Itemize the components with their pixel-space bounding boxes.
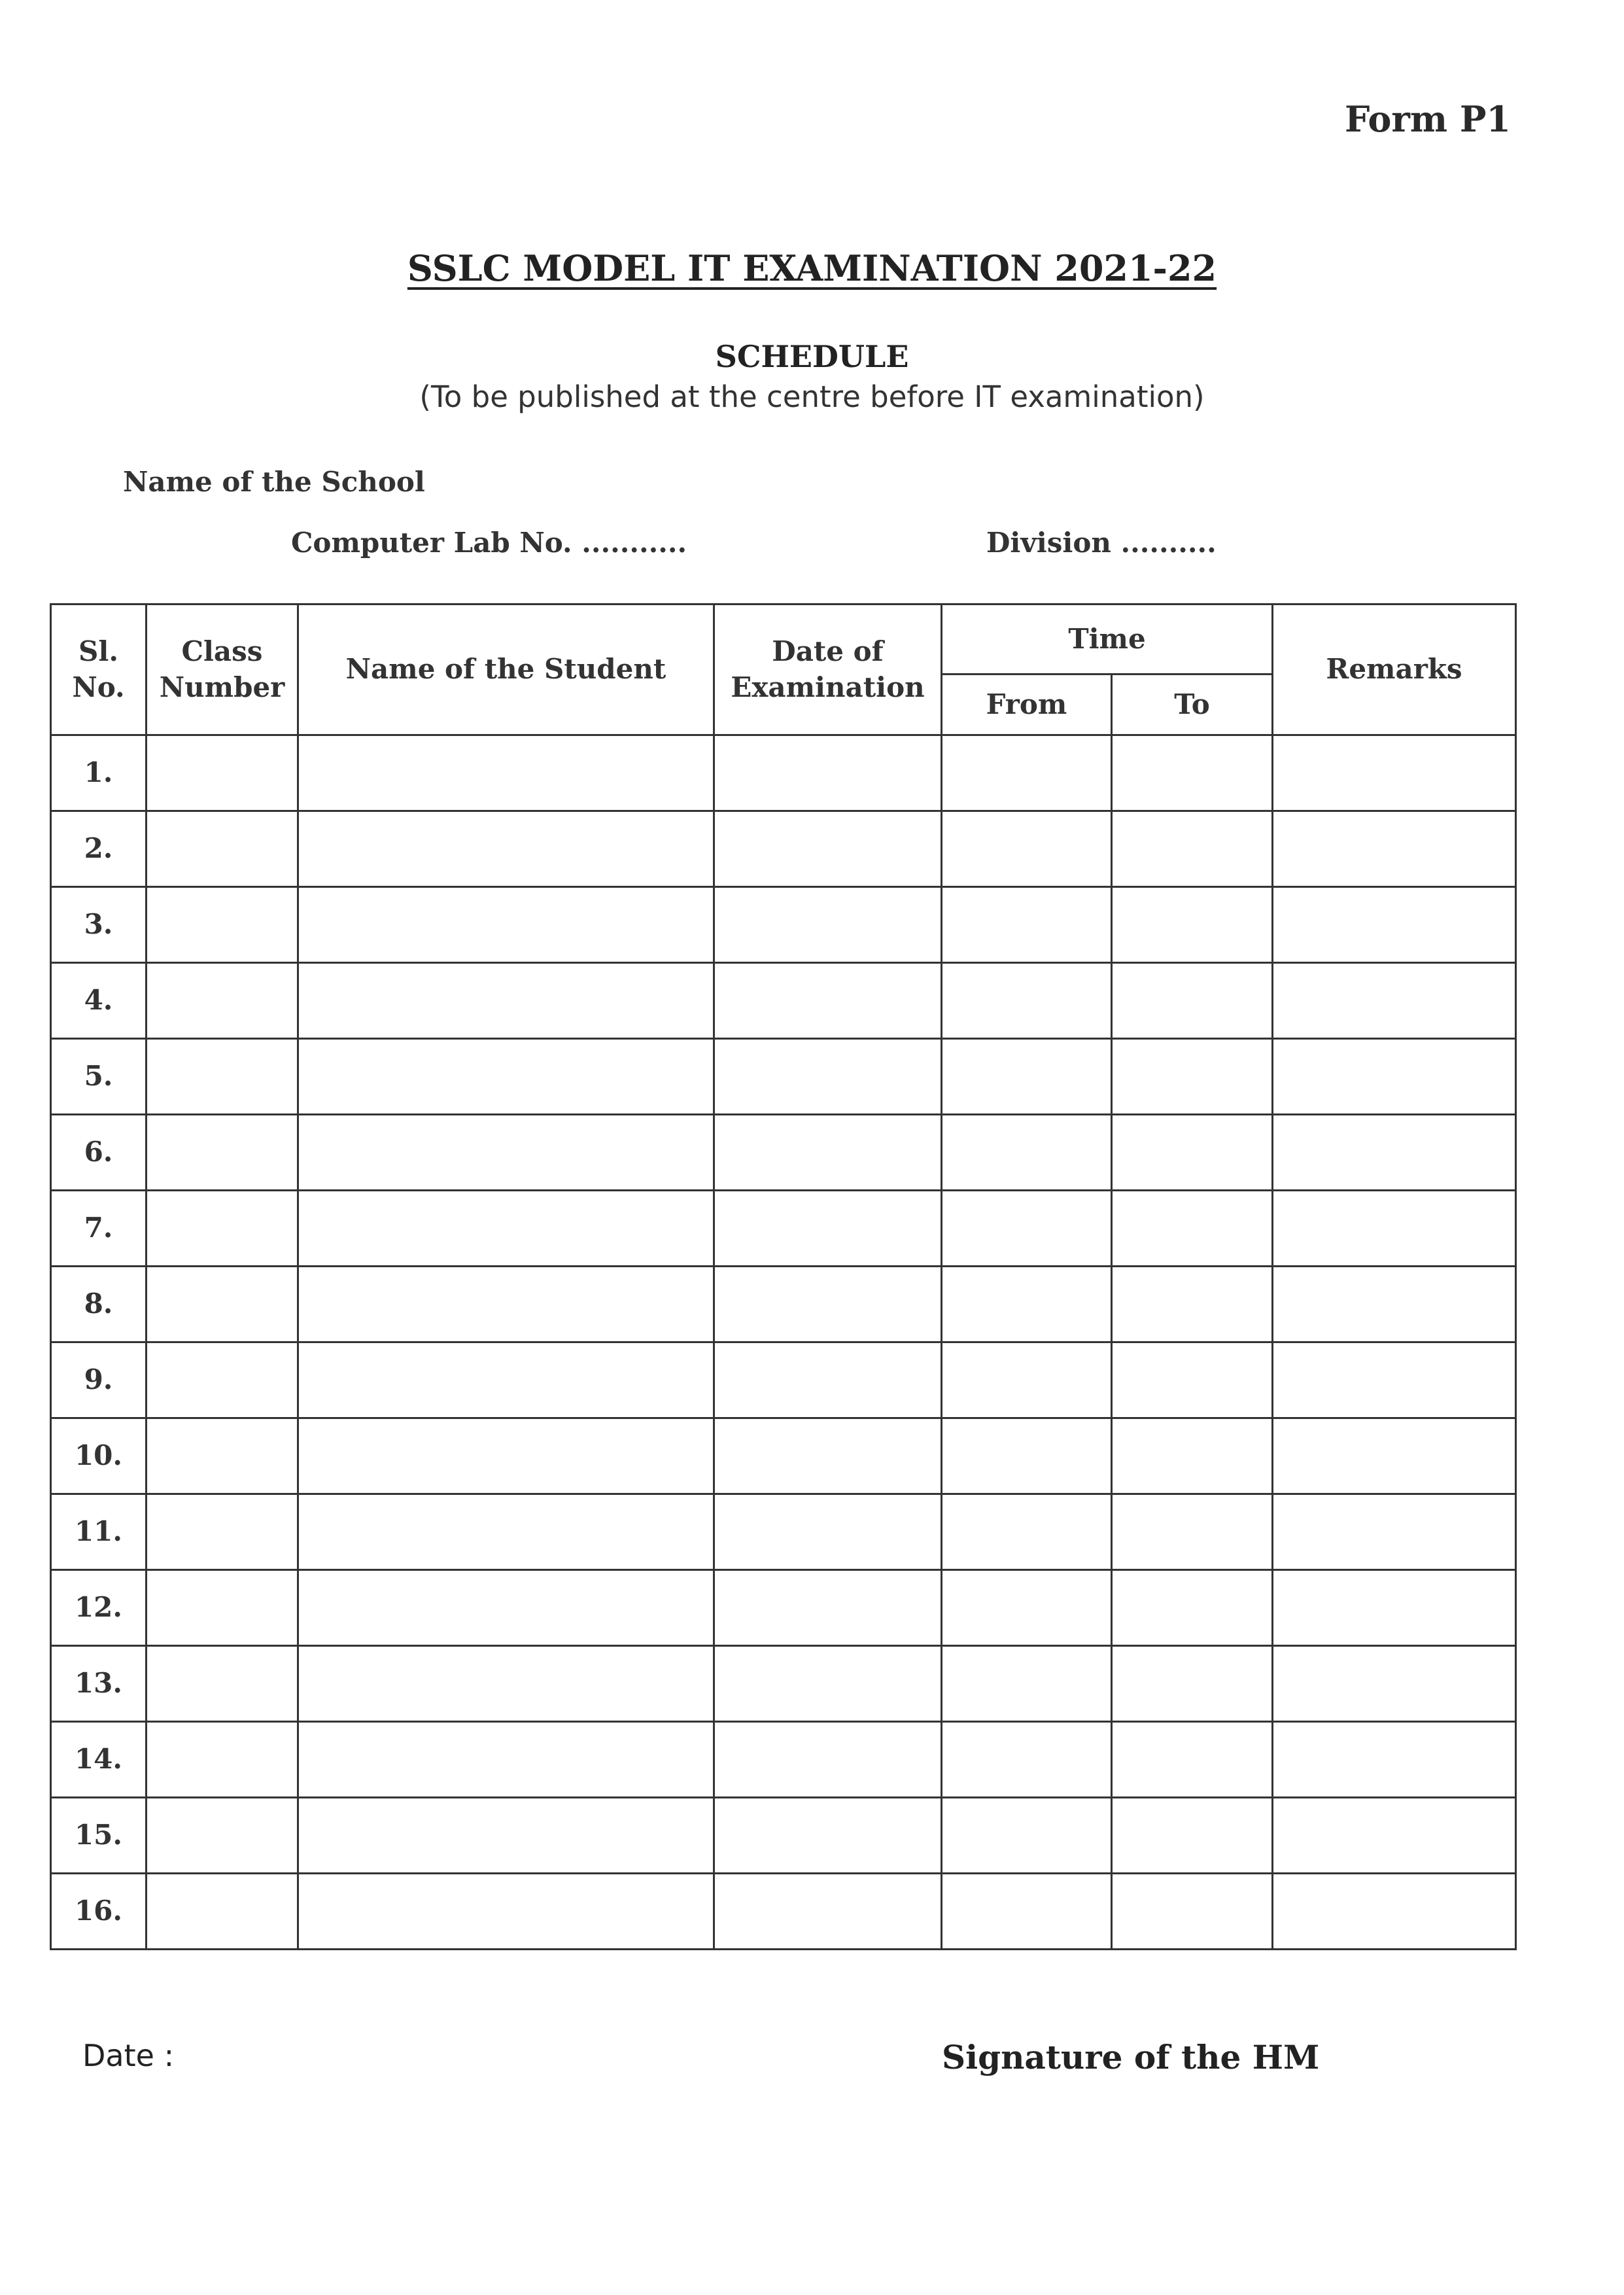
remarks-cell[interactable]	[1273, 1570, 1516, 1646]
sl-no-cell: 16.	[51, 1874, 147, 1950]
time-from-cell[interactable]	[942, 1874, 1112, 1950]
header-class-number-line-2: Number	[159, 671, 285, 703]
time-from-cell[interactable]	[942, 1646, 1112, 1722]
sl-no-cell: 6.	[51, 1115, 147, 1191]
class-number-cell[interactable]	[147, 1342, 298, 1418]
time-from-cell[interactable]	[942, 1115, 1112, 1191]
title-text: SSLC MODEL IT EXAMINATION 2021-22	[407, 247, 1217, 289]
sl-no-cell: 12.	[51, 1570, 147, 1646]
sl-no-cell: 1.	[51, 735, 147, 811]
exam-date-cell[interactable]	[714, 735, 942, 811]
header-class-number-line-1: Class	[181, 635, 263, 667]
time-to-cell[interactable]	[1112, 811, 1273, 887]
table-row	[51, 1267, 1516, 1342]
table-row	[51, 735, 1516, 811]
remarks-cell[interactable]	[1273, 1039, 1516, 1115]
exam-date-cell[interactable]	[714, 963, 942, 1039]
time-to-cell[interactable]	[1112, 1646, 1273, 1722]
remarks-cell[interactable]	[1273, 887, 1516, 963]
remarks-cell[interactable]	[1273, 735, 1516, 811]
student-name-cell[interactable]	[298, 1722, 714, 1798]
table-row	[51, 887, 1516, 963]
exam-date-cell[interactable]	[714, 1267, 942, 1342]
class-number-cell[interactable]	[147, 1646, 298, 1722]
time-from-cell[interactable]	[942, 1494, 1112, 1570]
header-remarks: Remarks	[1273, 604, 1516, 735]
student-name-cell[interactable]	[298, 1570, 714, 1646]
header-time: Time	[942, 604, 1273, 674]
sl-no-cell: 14.	[51, 1722, 147, 1798]
sl-no-cell: 4.	[51, 963, 147, 1039]
hm-signature-label: Signature of the HM	[942, 2038, 1320, 2076]
exam-date-cell[interactable]	[714, 1798, 942, 1874]
time-from-cell[interactable]	[942, 887, 1112, 963]
table-row	[51, 1494, 1516, 1570]
time-to-cell[interactable]	[1112, 1494, 1273, 1570]
exam-date-cell[interactable]	[714, 1039, 942, 1115]
sl-no-cell: 3.	[51, 887, 147, 963]
table-row	[51, 1722, 1516, 1798]
time-to-cell[interactable]	[1112, 1267, 1273, 1342]
exam-date-cell[interactable]	[714, 887, 942, 963]
remarks-cell[interactable]	[1273, 811, 1516, 887]
publication-note: (To be published at the centre before IT examination)	[419, 379, 1205, 414]
time-from-cell[interactable]	[942, 1418, 1112, 1494]
time-from-cell[interactable]	[942, 735, 1112, 811]
student-name-cell[interactable]	[298, 1874, 714, 1950]
table-row	[51, 1646, 1516, 1722]
class-number-cell[interactable]	[147, 1874, 298, 1950]
sl-no-cell: 11.	[51, 1494, 147, 1570]
student-name-cell[interactable]	[298, 1267, 714, 1342]
header-row	[51, 604, 1516, 674]
schedule-table	[50, 603, 1517, 1950]
sl-no-cell: 10.	[51, 1418, 147, 1494]
schedule-body	[51, 735, 1516, 1950]
class-number-cell[interactable]	[147, 1798, 298, 1874]
remarks-cell[interactable]	[1273, 1115, 1516, 1191]
header-sl-no-line-1: Sl.	[78, 635, 118, 667]
table-row	[51, 1115, 1516, 1191]
time-to-cell[interactable]	[1112, 735, 1273, 811]
table-row	[51, 1191, 1516, 1267]
document-subtitle: SCHEDULE	[715, 339, 909, 374]
table-row	[51, 1418, 1516, 1494]
exam-date-cell[interactable]	[714, 1874, 942, 1950]
class-number-cell[interactable]	[147, 811, 298, 887]
header-class-number	[147, 604, 298, 735]
remarks-cell[interactable]	[1273, 1494, 1516, 1570]
time-to-cell[interactable]	[1112, 963, 1273, 1039]
time-from-cell[interactable]	[942, 1039, 1112, 1115]
sl-no-cell: 2.	[51, 811, 147, 887]
student-name-cell[interactable]	[298, 1418, 714, 1494]
header-exam-date-line-2: Examination	[731, 671, 925, 703]
computer-lab-field: Computer Lab No. ...........	[291, 527, 687, 559]
student-name-cell[interactable]	[298, 1115, 714, 1191]
time-to-cell[interactable]	[1112, 1039, 1273, 1115]
time-to-cell[interactable]	[1112, 1722, 1273, 1798]
student-name-cell[interactable]	[298, 1191, 714, 1267]
exam-date-cell[interactable]	[714, 1115, 942, 1191]
student-name-cell[interactable]	[298, 735, 714, 811]
student-name-cell[interactable]	[298, 963, 714, 1039]
form-id: Form P1	[1345, 98, 1511, 140]
exam-date-cell[interactable]	[714, 1570, 942, 1646]
table-row	[51, 811, 1516, 887]
table-row	[51, 1570, 1516, 1646]
remarks-cell[interactable]	[1273, 1874, 1516, 1950]
class-number-cell[interactable]	[147, 1267, 298, 1342]
time-from-cell[interactable]	[942, 1191, 1112, 1267]
exam-date-cell[interactable]	[714, 1646, 942, 1722]
remarks-cell[interactable]	[1273, 1646, 1516, 1722]
student-name-cell[interactable]	[298, 887, 714, 963]
exam-date-cell[interactable]	[714, 1342, 942, 1418]
sl-no-cell: 7.	[51, 1191, 147, 1267]
time-from-cell[interactable]	[942, 1342, 1112, 1418]
time-to-cell[interactable]	[1112, 1191, 1273, 1267]
time-to-cell[interactable]	[1112, 1874, 1273, 1950]
table-row	[51, 1039, 1516, 1115]
class-number-cell[interactable]	[147, 735, 298, 811]
sl-no-cell: 9.	[51, 1342, 147, 1418]
sl-no-cell: 5.	[51, 1039, 147, 1115]
remarks-cell[interactable]	[1273, 1191, 1516, 1267]
remarks-cell[interactable]	[1273, 1798, 1516, 1874]
sl-no-cell: 13.	[51, 1646, 147, 1722]
sl-no-cell: 8.	[51, 1267, 147, 1342]
time-to-cell[interactable]	[1112, 1798, 1273, 1874]
exam-date-cell[interactable]	[714, 1494, 942, 1570]
class-number-cell[interactable]	[147, 1570, 298, 1646]
student-name-cell[interactable]	[298, 1494, 714, 1570]
header-exam-date	[714, 604, 942, 735]
class-number-cell[interactable]	[147, 887, 298, 963]
header-time-from: From	[942, 674, 1112, 735]
class-number-cell[interactable]	[147, 1191, 298, 1267]
time-to-cell[interactable]	[1112, 1115, 1273, 1191]
class-number-cell[interactable]	[147, 1418, 298, 1494]
header-time-to: To	[1112, 674, 1273, 735]
class-number-cell[interactable]	[147, 1039, 298, 1115]
time-to-cell[interactable]	[1112, 887, 1273, 963]
remarks-cell[interactable]	[1273, 1418, 1516, 1494]
remarks-cell[interactable]	[1273, 1267, 1516, 1342]
exam-date-cell[interactable]	[714, 1191, 942, 1267]
table-row	[51, 963, 1516, 1039]
student-name-cell[interactable]	[298, 1039, 714, 1115]
exam-date-cell[interactable]	[714, 1418, 942, 1494]
class-number-cell[interactable]	[147, 1494, 298, 1570]
division-field: Division ..........	[986, 527, 1217, 559]
student-name-cell[interactable]	[298, 1342, 714, 1418]
time-from-cell[interactable]	[942, 1798, 1112, 1874]
time-from-cell[interactable]	[942, 963, 1112, 1039]
time-to-cell[interactable]	[1112, 1418, 1273, 1494]
table-row	[51, 1342, 1516, 1418]
date-label: Date :	[82, 2038, 175, 2073]
remarks-cell[interactable]	[1273, 1342, 1516, 1418]
sl-no-cell: 15.	[51, 1798, 147, 1874]
student-name-cell[interactable]	[298, 1646, 714, 1722]
header-sl-no-line-2: No.	[72, 671, 125, 703]
exam-date-cell[interactable]	[714, 1722, 942, 1798]
time-from-cell[interactable]	[942, 1722, 1112, 1798]
table-row	[51, 1874, 1516, 1950]
exam-date-cell[interactable]	[714, 811, 942, 887]
table-row	[51, 1798, 1516, 1874]
time-from-cell[interactable]	[942, 1570, 1112, 1646]
class-number-cell[interactable]	[147, 1115, 298, 1191]
school-name-field: Name of the School	[123, 466, 425, 498]
time-from-cell[interactable]	[942, 1267, 1112, 1342]
class-number-cell[interactable]	[147, 963, 298, 1039]
remarks-cell[interactable]	[1273, 1722, 1516, 1798]
class-number-cell[interactable]	[147, 1722, 298, 1798]
document-title	[0, 247, 1624, 289]
time-from-cell[interactable]	[942, 811, 1112, 887]
header-sl-no	[51, 604, 147, 735]
time-to-cell[interactable]	[1112, 1570, 1273, 1646]
time-to-cell[interactable]	[1112, 1342, 1273, 1418]
student-name-cell[interactable]	[298, 811, 714, 887]
header-student-name: Name of the Student	[298, 604, 714, 735]
header-exam-date-line-1: Date of	[772, 635, 884, 667]
student-name-cell[interactable]	[298, 1798, 714, 1874]
remarks-cell[interactable]	[1273, 963, 1516, 1039]
